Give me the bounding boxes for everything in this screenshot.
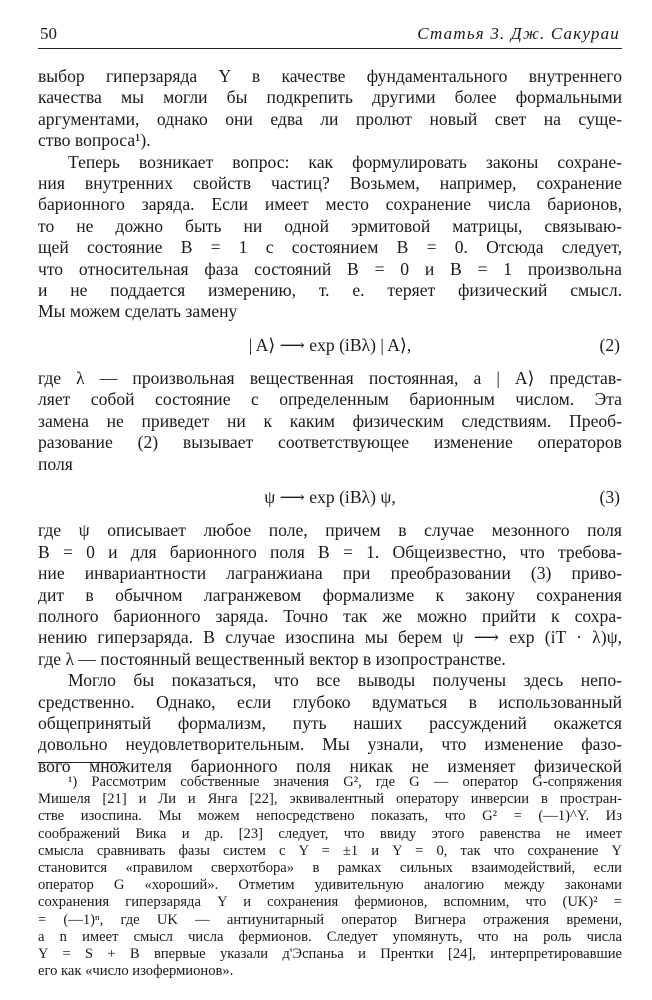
paragraph-2 xyxy=(38,152,622,323)
text-line: и не поддается измерению, т. е. теряет физический смысл. xyxy=(38,279,622,300)
paragraph-4 xyxy=(38,520,622,670)
text-line: где λ — произвольная вещественная постоянная, а | A⟩ представ- xyxy=(38,368,622,389)
text-line: вого множителя барионного поля никак не изменяет физической xyxy=(38,755,622,776)
text-line: аргументами, однако они едва ли пролют новый свет на суще- xyxy=(38,108,622,129)
text-line: замена не приведет ни к каким физическим следствиям. Преоб- xyxy=(38,410,622,431)
book-page xyxy=(38,22,622,980)
footnote xyxy=(38,774,622,980)
page-header xyxy=(38,22,622,49)
equation-3 xyxy=(38,487,622,508)
footnote-line: стве изоспина. Мы можем непосредствено показать, что G² = (—1)^Y. Из xyxy=(38,808,622,825)
main-text xyxy=(38,66,622,777)
equation-2 xyxy=(38,335,622,356)
text-line: Могло бы показаться, что все выводы получены здесь непо- xyxy=(68,670,622,691)
footnote-line: сохранения гиперзаряда Y и сохранения фермионов, вспомним, что (UK)² = xyxy=(38,894,622,911)
footnote-line: становится «правилом сверхотбора» в рамках сильных взаимодействий, если xyxy=(38,859,622,876)
footnote-divider xyxy=(38,762,124,763)
text-line: довольно неудовлетворительным. Мы узнали, что изменение фазо- xyxy=(38,734,622,755)
text-line: Теперь возникает вопрос: как формулировать законы сохране- xyxy=(68,151,622,172)
footnote-line: оператор G «хороший». Отметим удивительную аналогию между законами xyxy=(38,877,622,894)
paragraph-3 xyxy=(38,368,622,475)
footnote-line: Y = S + B впервые указали д'Эспаньа и Прентки [24], интерпретировавшие xyxy=(38,945,622,962)
equation-number: (3) xyxy=(599,487,620,508)
text-line: средственно. Однако, если глубоко вдуматься в использованный xyxy=(38,691,622,712)
text-line: ния внутренних свойств частиц? Возьмем, например, сохранение xyxy=(38,172,622,193)
text-line: полного барионного заряда. Точно так же можно прийти к сохра- xyxy=(38,605,622,626)
footnote-line: соображений Вика и др. [23] следует, что ввиду этого равенства не имеет xyxy=(38,825,622,842)
text-line: ние инвариантности лагранжиана при преобразовании (3) приво- xyxy=(38,563,622,584)
text-line: ляет собой состояние с определенным барионным числом. Эта xyxy=(38,389,622,410)
text-line: B = 0 и для барионного поля B = 1. Общеизвестно, что требова- xyxy=(38,541,622,562)
footnote-line: смысла сравнивать фазы систем с Y = ±1 и Y = 0, так что сохранение Y xyxy=(38,842,622,859)
paragraph-5 xyxy=(38,670,622,777)
footnote-line: его как «число изофермионов». xyxy=(38,963,234,980)
footnote-line: а n имеет смысл числа фермионов. Следует упомянуть, что на роль числа xyxy=(38,928,622,945)
page-number: 50 xyxy=(40,24,57,43)
equation-number: (2) xyxy=(599,334,620,355)
text-line: ство вопроса¹). xyxy=(38,130,151,151)
text-line: барионного заряда. Если имеет место сохранение числа барионов, xyxy=(38,194,622,215)
text-line: выбор гиперзаряда Y в качестве фундаментального внутреннего xyxy=(38,66,622,86)
text-line: нению гиперзаряда. В случае изоспина мы берем ψ ⟶ exp (iT · λ)ψ, xyxy=(38,627,622,648)
footnote-line: Мишеля [21] и Ли и Янга [22], эквивалентный оператору инверсии в простран- xyxy=(38,791,622,808)
text-line: разование (2) вызывает соответствующее изменение операторов xyxy=(38,432,622,453)
text-line: щей состояние B = 1 с состоянием B = 0. Отсюда следует, xyxy=(38,237,622,258)
text-line: Мы можем сделать замену xyxy=(38,301,238,322)
footnote-line: ¹) Рассмотрим собственные значения G², где G — оператор G-сопряжения xyxy=(68,774,622,790)
equation-expression: ψ ⟶ exp (iBλ) ψ, xyxy=(264,487,396,508)
text-line: где ψ описывает любое поле, причем в случае мезонного поля xyxy=(38,520,622,541)
text-line: где λ — постоянный вещественный вектор в изопространстве. xyxy=(38,648,506,669)
text-line: качества мы могли бы подкрепить другими более формальными xyxy=(38,87,622,108)
paragraph-1 xyxy=(38,66,622,152)
text-line: то не дожно быть ни одной эрмитовой матрицы, связываю- xyxy=(38,215,622,236)
footnote-line: = (—1)ⁿ, где UK — антиунитарный оператор Вигнера отражения времени, xyxy=(38,911,622,928)
text-line: поля xyxy=(38,453,73,474)
running-head: Статья 3. Дж. Сакураи xyxy=(417,24,620,43)
text-line: общепринятый формализм, путь наших рассуждений окажется xyxy=(38,712,622,733)
text-line: дит в обычном лагранжевом формализме к закону сохранения xyxy=(38,584,622,605)
equation-expression: | A⟩ ⟶ exp (iBλ) | A⟩, xyxy=(248,334,412,355)
text-line: что относительная фаза состояний B = 0 и B = 1 произвольна xyxy=(38,258,622,279)
